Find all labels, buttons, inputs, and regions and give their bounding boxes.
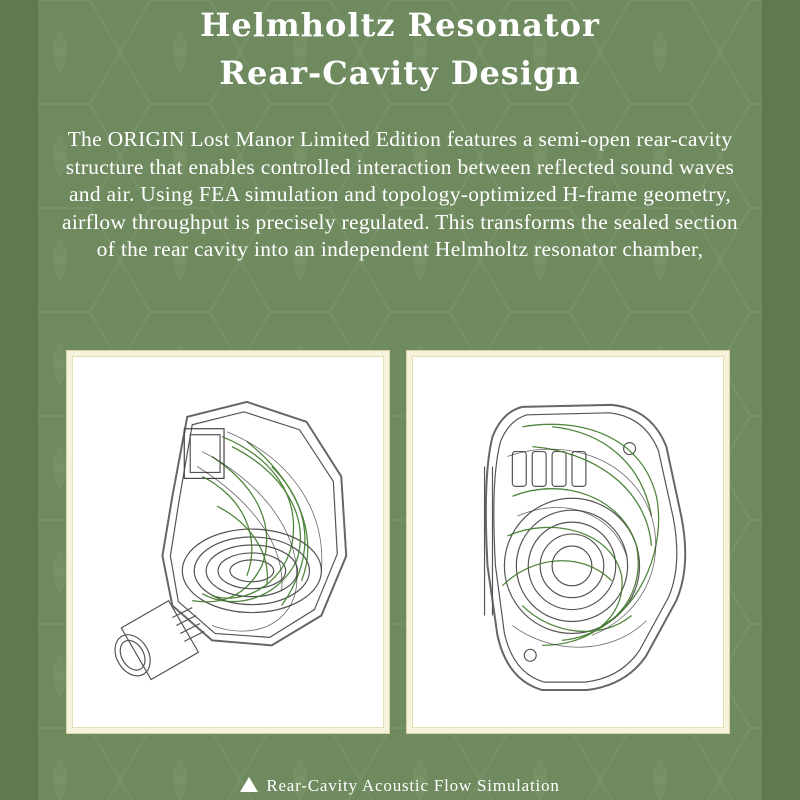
page-title-line-2: Rear-Cavity Design: [219, 54, 581, 92]
description-text: The ORIGIN Lost Manor Limited Edition features a semi-open rear-cavity structure that enables controlled interaction between reflected sound waves and air. Using FEA simulation and topology-optimized H-frame geometry, airflow throughput is precisely regulated. This transforms the sealed section of the rear cavity into an independent Helmholtz resonator chamber,: [62, 127, 738, 261]
simulation-image-side-view: [66, 350, 390, 734]
triangle-icon: [240, 777, 258, 792]
caption-text: Rear-Cavity Acoustic Flow Simulation: [266, 776, 560, 795]
earphone-front-wireframe-illustration: [413, 357, 723, 727]
simulation-image-front-view: [406, 350, 730, 734]
page-title-line-1: Helmholtz Resonator: [200, 6, 600, 44]
earphone-side-wireframe-illustration: [73, 357, 383, 727]
image-caption: [0, 776, 800, 796]
right-border-strip: [762, 0, 800, 800]
left-border-strip: [0, 0, 38, 800]
